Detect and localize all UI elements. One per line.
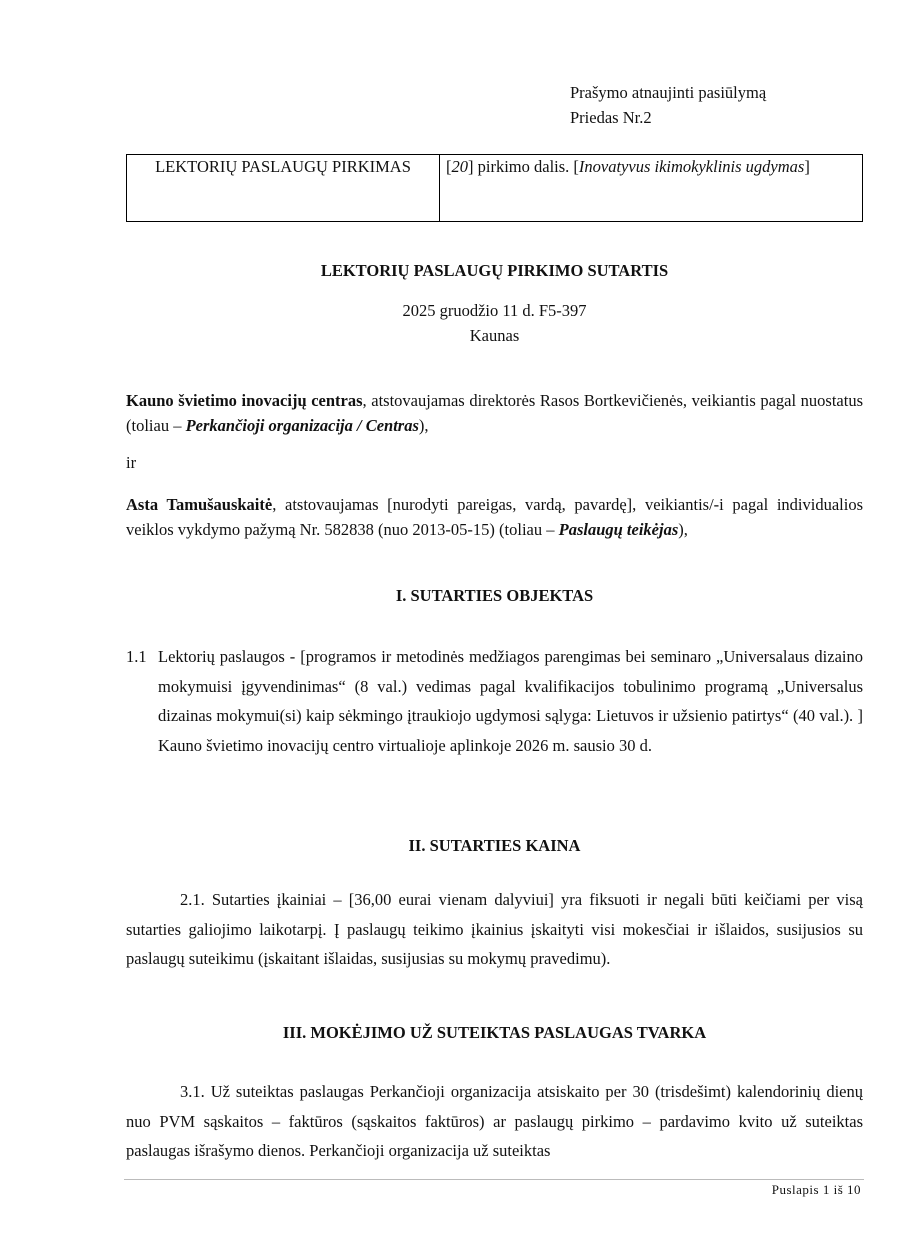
party2-role: Paslaugų teikėjas [558, 520, 679, 539]
party2-text: , atstovaujamas [nurodyti pareigas, vardą, pavardę], veikiantis/-i pagal individualios veiklos vykdymo pažymą Nr. 582838 (nuo 2013-05-15) (toliau – [126, 495, 863, 539]
party1-text: , atstovaujamas direktorės Rasos Bortkevičienės, veikiantis pagal nuostatus (toliau – [126, 391, 863, 435]
party1-paragraph [126, 388, 863, 438]
section3-heading: III. MOKĖJIMO UŽ SUTEIKTAS PASLAUGAS TVARKA [282, 1023, 707, 1042]
section1-item-text: Lektorių paslaugos - [programos ir metodinės medžiagos parengimas bei seminaro „Universalaus dizaino mokymuisi įgyvendinimas“ (8 val.) vedimas pagal kvalifikacijos tobulinimo programą „Universalus dizainas mokymui(si) kaip sėkmingo įtraukiojo ugdymosi sąlyga: Lietuvos ir užsienio patirtys“ (40 val.). ] Kauno švietimo inovacijų centro virtualioje aplinkoje 2026 m. sausio 30 d. [158, 647, 863, 755]
lot-bracket-close: ] [804, 157, 810, 176]
section2-paragraph [126, 885, 863, 974]
lot-name: Inovatyvus ikimokyklinis ugdymas [578, 157, 805, 176]
section2-text: 2.1. Sutarties įkainiai – [36,00 eurai vienam dalyviui] yra fiksuoti ir negali būti keičiami per visą sutarties galiojimo laikotarpį. Į paslaugų teikimo įkainius įskaityti visi mokesčiai ir išlaidos, susijusios su paslaugų suteikimu (įskaitant išlaidas, susijusias su mokymų pravedimu). [126, 890, 863, 968]
footer-divider [124, 1179, 864, 1180]
lot-bracket-open: [ [446, 157, 452, 176]
page-footer: Puslapis 1 iš 10 [771, 1182, 861, 1197]
party2-name: Asta Tamušauskaitė [126, 495, 273, 514]
and-word: ir [126, 453, 137, 472]
party1-name: Kauno švietimo inovacijų centras [126, 391, 363, 410]
section2-heading: II. SUTARTIES KAINA [408, 836, 581, 855]
lot-number: 20 [451, 157, 468, 176]
header-note-line2: Priedas Nr.2 [570, 108, 652, 127]
lot-mid: ] pirkimo dalis. [ [468, 157, 579, 176]
doc-date: 2025 gruodžio 11 d. F5-397 [402, 301, 587, 320]
lot-table [126, 154, 863, 222]
lot-table-right-cell [440, 155, 863, 222]
party2-tail: ), [678, 520, 688, 539]
section3-paragraph [126, 1077, 863, 1166]
section3-text: 3.1. Už suteiktas paslaugas Perkančioji organizacija atsiskaito per 30 (trisdešimt) kalendorinių dienų nuo PVM sąskaitos – faktūros (sąskaitos faktūros) ar paslaugų pirkimo – pardavimo kvito už suteiktas paslaugas išrašymo dienos. Perkančioji organizacija už suteiktas [126, 1082, 863, 1160]
doc-title: LEKTORIŲ PASLAUGŲ PIRKIMO SUTARTIS [320, 261, 669, 280]
party1-tail: ), [418, 416, 429, 435]
header-note-line1: Prašymo atnaujinti pasiūlymą [570, 83, 767, 102]
header-note [570, 80, 766, 130]
party2-paragraph [126, 492, 863, 542]
doc-place: Kaunas [469, 326, 520, 345]
lot-table-left-cell: LEKTORIŲ PASLAUGŲ PIRKIMAS [127, 155, 440, 222]
section1-item-num: 1.1 [126, 647, 147, 666]
section1-heading: I. SUTARTIES OBJEKTAS [395, 586, 594, 605]
party1-role: Perkančioji organizacija / Centras [185, 416, 419, 435]
section1-item [126, 642, 863, 760]
